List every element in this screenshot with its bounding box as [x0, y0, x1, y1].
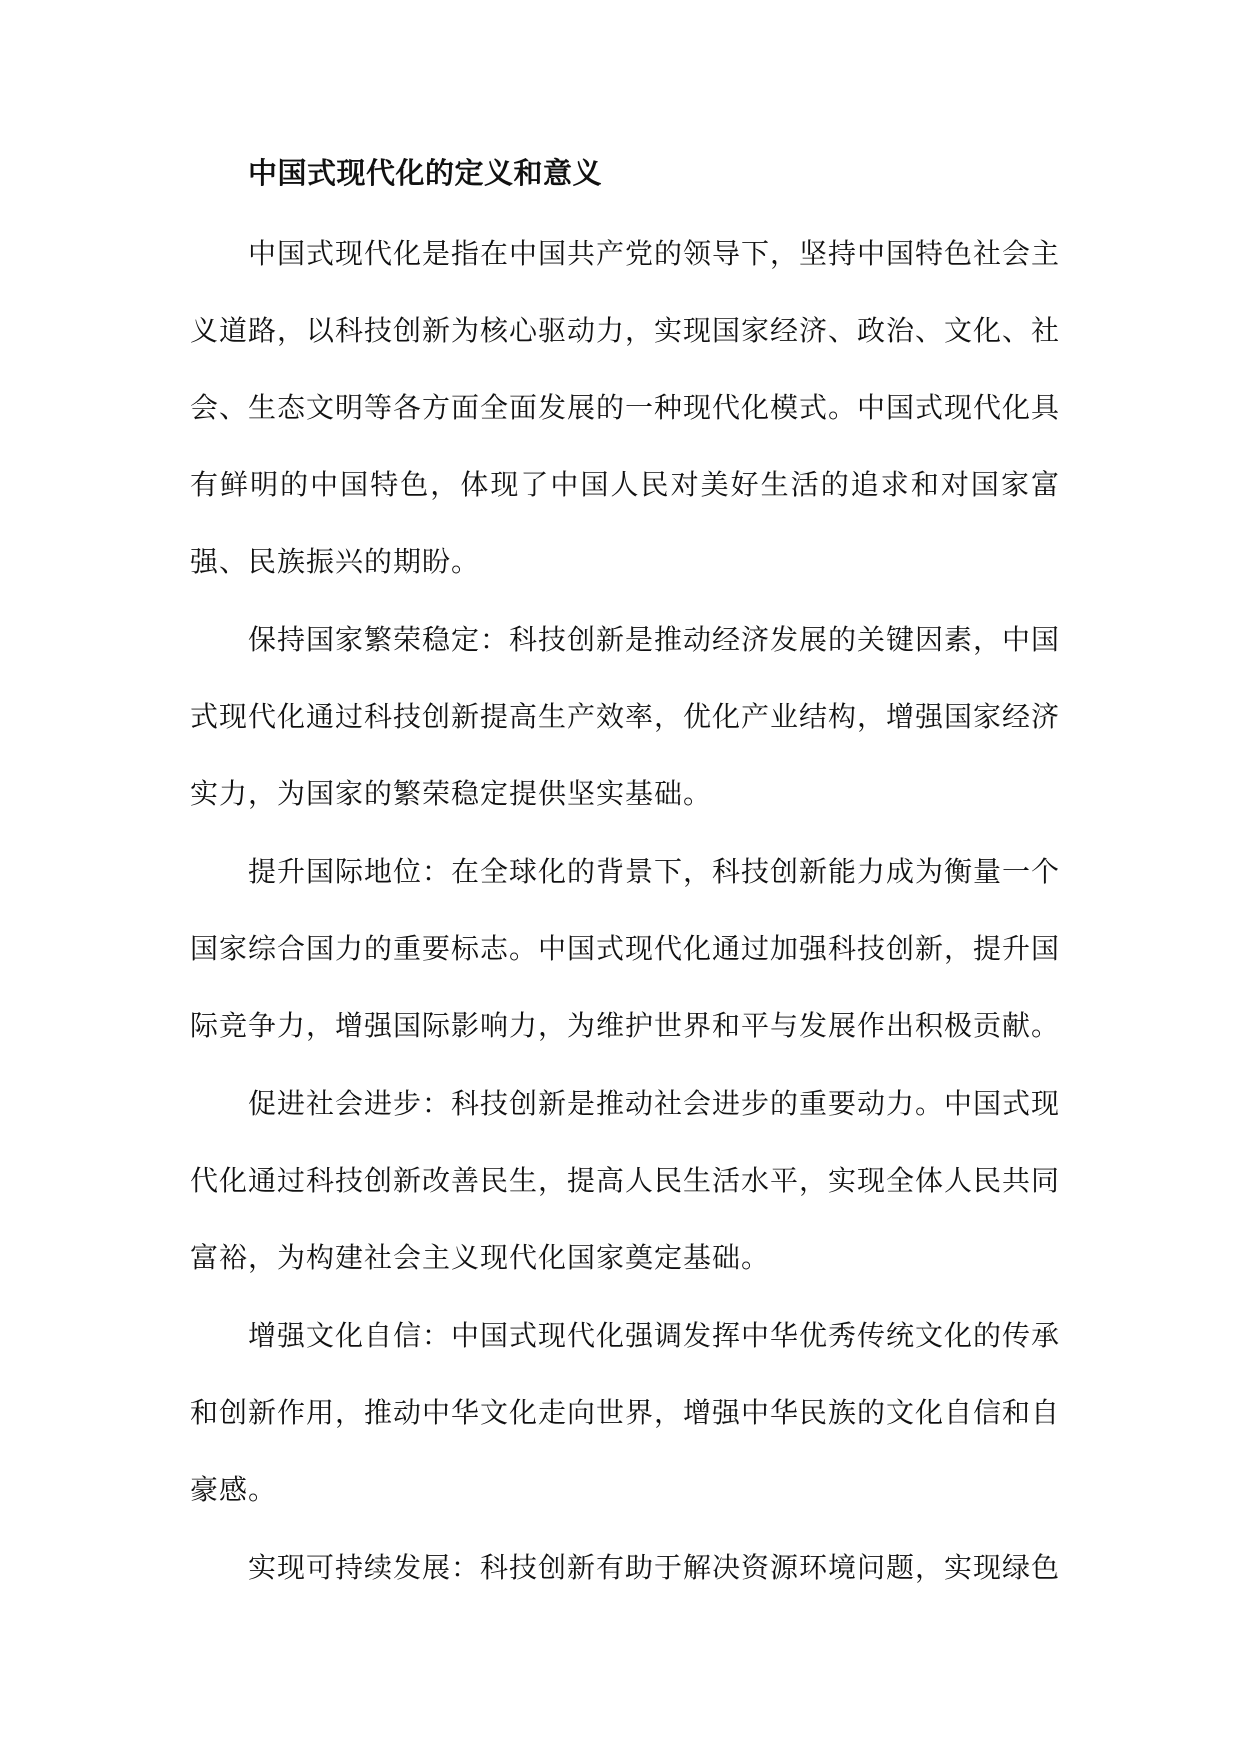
paragraph-cultural-confidence: 增强文化自信：中国式现代化强调发挥中华优秀传统文化的传承和创新作用，推动中华文化走向世界，增强中华民族的文化自信和自豪感。 — [190, 1319, 1061, 1506]
document-body — [190, 137, 1060, 1607]
paragraph-prosperity-stability: 保持国家繁荣稳定：科技创新是推动经济发展的关键因素，中国式现代化通过科技创新提高生产效率，优化产业结构，增强国家经济实力，为国家的繁荣稳定提供坚实基础。 — [190, 623, 1061, 810]
paragraph-sustainable-development: 实现可持续发展：科技创新有助于解决资源环境问题，实现绿色 — [248, 1551, 1061, 1584]
document-title: 中国式现代化的定义和意义 — [248, 156, 603, 190]
paragraph-definition: 中国式现代化是指在中国共产党的领导下，坚持中国特色社会主义道路，以科技创新为核心驱动力，实现国家经济、政治、文化、社会、生态文明等各方面全面发展的一种现代化模式。中国式现代化具有鲜明的中国特色，体现了中国人民对美好生活的追求和对国家富强、民族振兴的期盼。 — [190, 237, 1061, 578]
paragraph-international-status: 提升国际地位：在全球化的背景下，科技创新能力成为衡量一个国家综合国力的重要标志。中国式现代化通过加强科技创新，提升国际竞争力，增强国际影响力，为维护世界和平与发展作出积极贡献。 — [190, 855, 1061, 1042]
paragraph-social-progress: 促进社会进步：科技创新是推动社会进步的重要动力。中国式现代化通过科技创新改善民生，提高人民生活水平，实现全体人民共同富裕，为构建社会主义现代化国家奠定基础。 — [190, 1087, 1061, 1274]
